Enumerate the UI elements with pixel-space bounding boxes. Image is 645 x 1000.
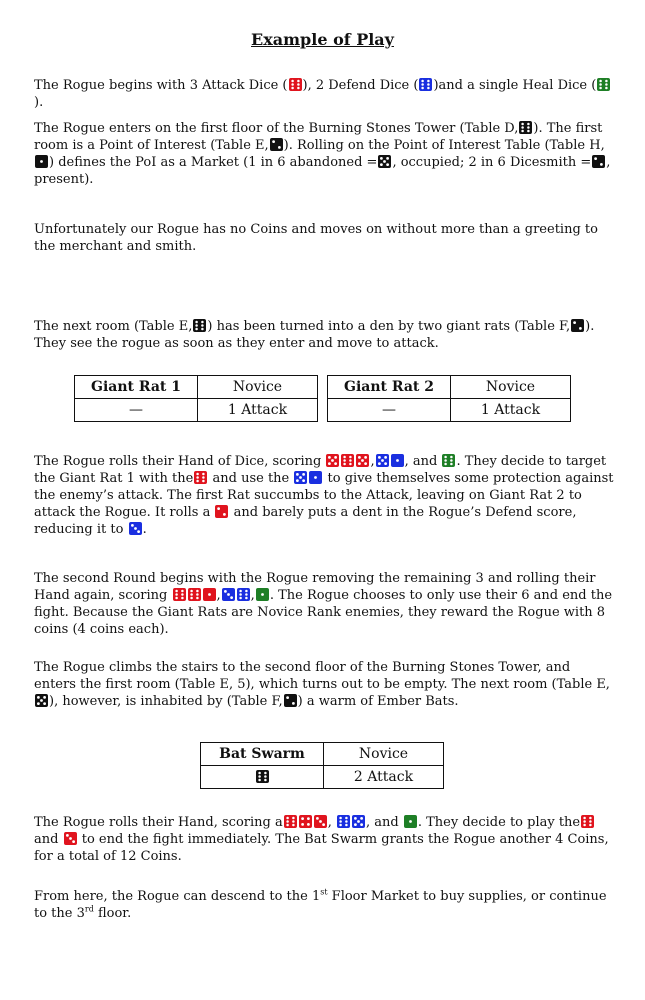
die-red-6-icon [341,454,354,467]
die-black-5-icon [378,155,391,168]
die-red-4-icon [299,815,312,828]
die-blue-1-icon [391,454,404,467]
die-black-2-icon [592,155,605,168]
die-red-1-icon [203,588,216,601]
die-blue-6-icon [337,815,350,828]
die-red-5-icon [356,454,369,467]
die-black-6-icon [519,121,532,134]
enemy-rank: Novice [324,743,444,766]
enemy-rank: Novice [198,376,318,399]
die-red-6-icon [188,588,201,601]
die-blue-5-icon [294,471,307,484]
die-blue-5-icon [352,815,365,828]
die-red-5-icon [326,454,339,467]
die-blue-3-icon [129,522,142,535]
die-red-6-icon [173,588,186,601]
die-red-6-icon [581,815,594,828]
stat-table-giant-rat-2 [327,375,571,422]
paragraph-first-floor: The Rogue enters on the first floor of the Burning Stones Tower (Table D, ). The first room is a Point of Interest (Table E, ). Rolling on the Point of Interest Table (Table H, ) defines the PoI as a Market (1 in 6 abandoned = , occupied; 2 in 6 Dicesmith = , present). [34,121,611,187]
die-red-6-icon [284,815,297,828]
die-red-3-icon [314,815,327,828]
enemy-dice: — [75,399,198,422]
enemy-rank: Novice [451,376,571,399]
paragraph-rat-fight: The Rogue rolls their Hand of Dice, scoring , , and . They decide to target the Giant Rat 1 with the and use the to give themselves some protection against the enemy’s attack. The first Rat succumbs to the Attack, leaving on Giant Rat 2 to attack the Rogue. It rolls a and barely puts a dent in the Rogue’s Defend score, reducing it to . [34,454,614,537]
die-black-2-icon [284,694,297,707]
die-green-1-icon [404,815,417,828]
die-blue-6-icon [237,588,250,601]
enemy-dice [201,766,324,789]
die-blue-1-icon [309,471,322,484]
die-red-2-icon [215,505,228,518]
die-green-6-icon [442,454,455,467]
die-green-1-icon [256,588,269,601]
page-title: Example of Play [251,30,394,49]
paragraph-rat-den: The next room (Table E, ) has been turned into a den by two giant rats (Table F, ). They see the rogue as soon as they enter and move to attack. [34,319,595,351]
stat-table-giant-rat-1 [74,375,318,422]
stat-table-bat-swarm [200,742,444,789]
die-black-6-icon [193,319,206,332]
die-black-1-icon [35,155,48,168]
die-blue-6-icon [419,78,432,91]
enemy-attack: 1 Attack [451,399,571,422]
die-black-5-icon [35,694,48,707]
paragraph-second-round: The second Round begins with the Rogue removing the remaining 3 and rolling their Hand again, scoring , , . The Rogue chooses to only use their 6 and end the fight. Because the Giant Rats are Novice Rank enemies, they reward the Rogue with 8 coins (4 coins each). [34,571,613,637]
die-green-6-icon [597,78,610,91]
die-black-2-icon [571,319,584,332]
paragraph-next-steps: From here, the Rogue can descend to the 1st Floor Market to buy supplies, or continue to the 3rd floor. [34,887,607,921]
die-black-2-icon [270,138,283,151]
enemy-dice: — [328,399,451,422]
paragraph-dice-pool: The Rogue begins with 3 Attack Dice ( ), 2 Defend Dice ( )and a single Heal Dice ( ). [34,77,614,111]
enemy-name: Giant Rat 2 [328,376,451,399]
enemy-attack: 1 Attack [198,399,318,422]
die-blue-5-icon [376,454,389,467]
paragraph-no-coins: Unfortunately our Rogue has no Coins and moves on without more than a greeting to the merchant and smith. [34,222,598,254]
die-black-6-icon [256,770,269,783]
paragraph-bat-fight: The Rogue rolls their Hand, scoring a , , and . They decide to play the and to end the fight immediately. The Bat Swarm grants the Rogue another 4 Coins, for a total of 12 Coins. [34,815,609,864]
die-red-6-icon [289,78,302,91]
die-red-3-icon [64,832,77,845]
die-blue-3-icon [222,588,235,601]
paragraph-second-floor: The Rogue climbs the stairs to the second floor of the Burning Stones Tower, and enters the first room (Table E, 5), which turns out to be empty. The next room (Table E, ), however, is inhabited by (Table F, ) a warm of Ember Bats. [34,660,610,709]
enemy-attack: 2 Attack [324,766,444,789]
enemy-name: Giant Rat 1 [75,376,198,399]
die-red-6-icon [194,471,207,484]
enemy-name: Bat Swarm [201,743,324,766]
